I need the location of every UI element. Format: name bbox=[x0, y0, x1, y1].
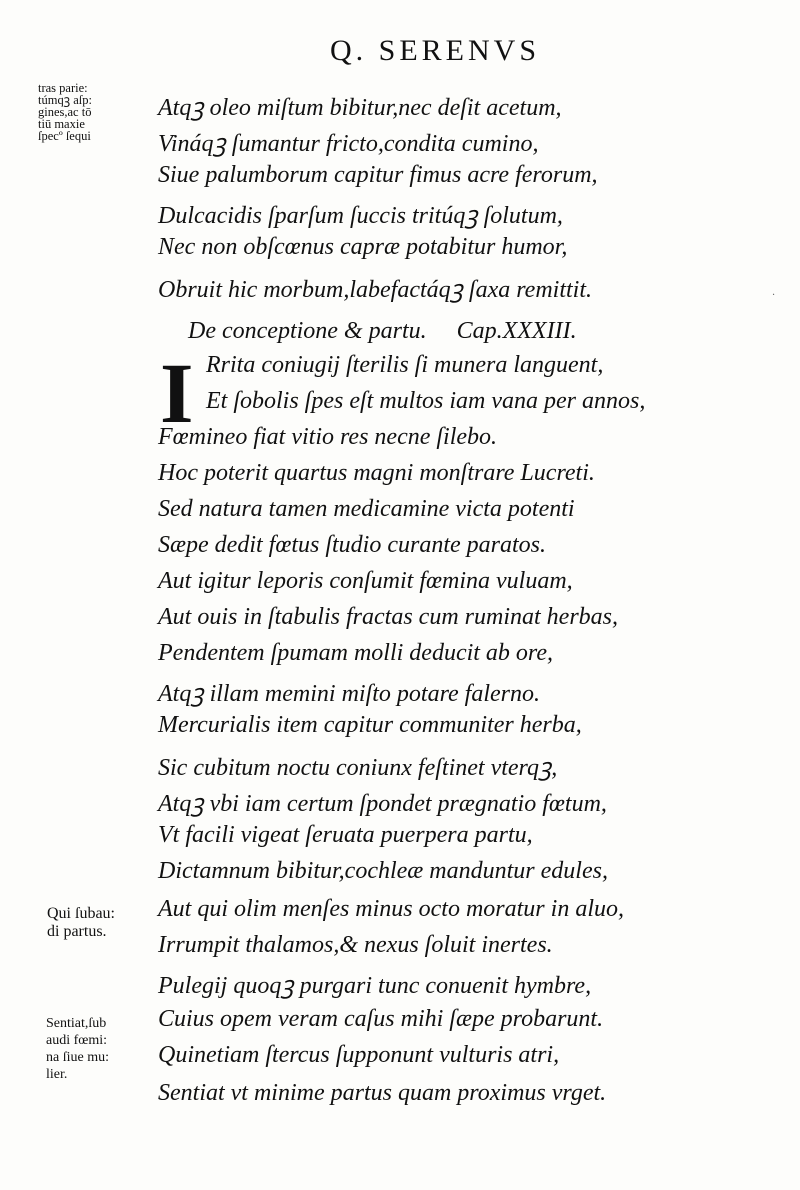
marginal-note-2: Qui ſubau: di partus. bbox=[47, 905, 115, 940]
verse-line: Aut qui olim menſes minus octo moratur in aluo, bbox=[158, 896, 624, 922]
margin-dot: · bbox=[772, 290, 776, 301]
verse-line: Aut ouis in ſtabulis fractas cum ruminat herbas, bbox=[158, 604, 619, 630]
verse-line: Sæpe dedit fœtus ſtudio curante paratos. bbox=[158, 532, 546, 558]
verse-line: Atqꝫ illam memini miſto potare falerno. bbox=[158, 681, 541, 707]
verse-line: Vt facili vigeat ſeruata puerpera partu, bbox=[158, 822, 533, 848]
verse-line: Et ſobolis ſpes eſt multos iam vana per annos, bbox=[206, 388, 646, 414]
verse-line: Sed natura tamen medicamine victa potenti bbox=[158, 496, 575, 522]
verse-line: Rrita coniugij ſterilis ſi munera languent, bbox=[206, 352, 604, 378]
verse-line: Atqꝫ vbi iam certum ſpondet prægnatio fœtum, bbox=[158, 791, 607, 817]
chapter-heading: De conceptione & partu. Cap.XXXIII. bbox=[188, 318, 577, 344]
verse-line: Aut igitur leporis conſumit fœmina vuluam, bbox=[158, 568, 573, 594]
marginal-note-1: tras parie: túmqꝫ aſp: gines,ac tō tiū maxie ſpecº ſequi bbox=[38, 81, 92, 143]
running-header: Q. SERENVS bbox=[330, 34, 541, 67]
verse-line: Fœmineo fiat vitio res necne ſilebo. bbox=[158, 424, 498, 450]
verse-line: Mercurialis item capitur communiter herba, bbox=[158, 712, 582, 738]
verse-line: Vináqꝫ ſumantur fricto,condita cumino, bbox=[158, 131, 539, 157]
verse-line: Pendentem ſpumam molli deducit ab ore, bbox=[158, 640, 554, 666]
verse-line: Sic cubitum noctu coniunx feſtinet vterqꝫ, bbox=[158, 755, 558, 781]
verse-line: Sentiat vt minime partus quam proximus vrget. bbox=[158, 1080, 607, 1106]
verse-line: Quinetiam ſtercus ſupponunt vulturis atri, bbox=[158, 1042, 560, 1068]
marginal-note-3: Sentiat,ſub audi fœmi: na ſiue mu: lier. bbox=[46, 1016, 109, 1082]
verse-line: Dulcacidis ſparſum ſuccis tritúqꝫ ſolutum, bbox=[158, 203, 563, 229]
verse-line: Atqꝫ oleo miſtum bibitur,nec deſit acetum, bbox=[158, 95, 562, 121]
drop-capital: I bbox=[160, 345, 194, 441]
verse-line: Nec non obſcœnus capræ potabitur humor, bbox=[158, 234, 568, 260]
verse-line: Irrumpit thalamos,& nexus ſoluit inertes. bbox=[158, 932, 553, 958]
verse-line: Dictamnum bibitur,cochleæ manduntur edules, bbox=[158, 858, 608, 884]
verse-line: Pulegij quoqꝫ purgari tunc conuenit hymbre, bbox=[158, 973, 592, 999]
verse-line: Hoc poterit quartus magni monſtrare Lucreti. bbox=[158, 460, 595, 486]
verse-line: Cuius opem veram caſus mihi ſæpe probarunt. bbox=[158, 1006, 604, 1032]
verse-line: Siue palumborum capitur fimus acre ferorum, bbox=[158, 162, 598, 188]
verse-line: Obruit hic morbum,labefactáqꝫ ſaxa remittit. bbox=[158, 277, 592, 303]
